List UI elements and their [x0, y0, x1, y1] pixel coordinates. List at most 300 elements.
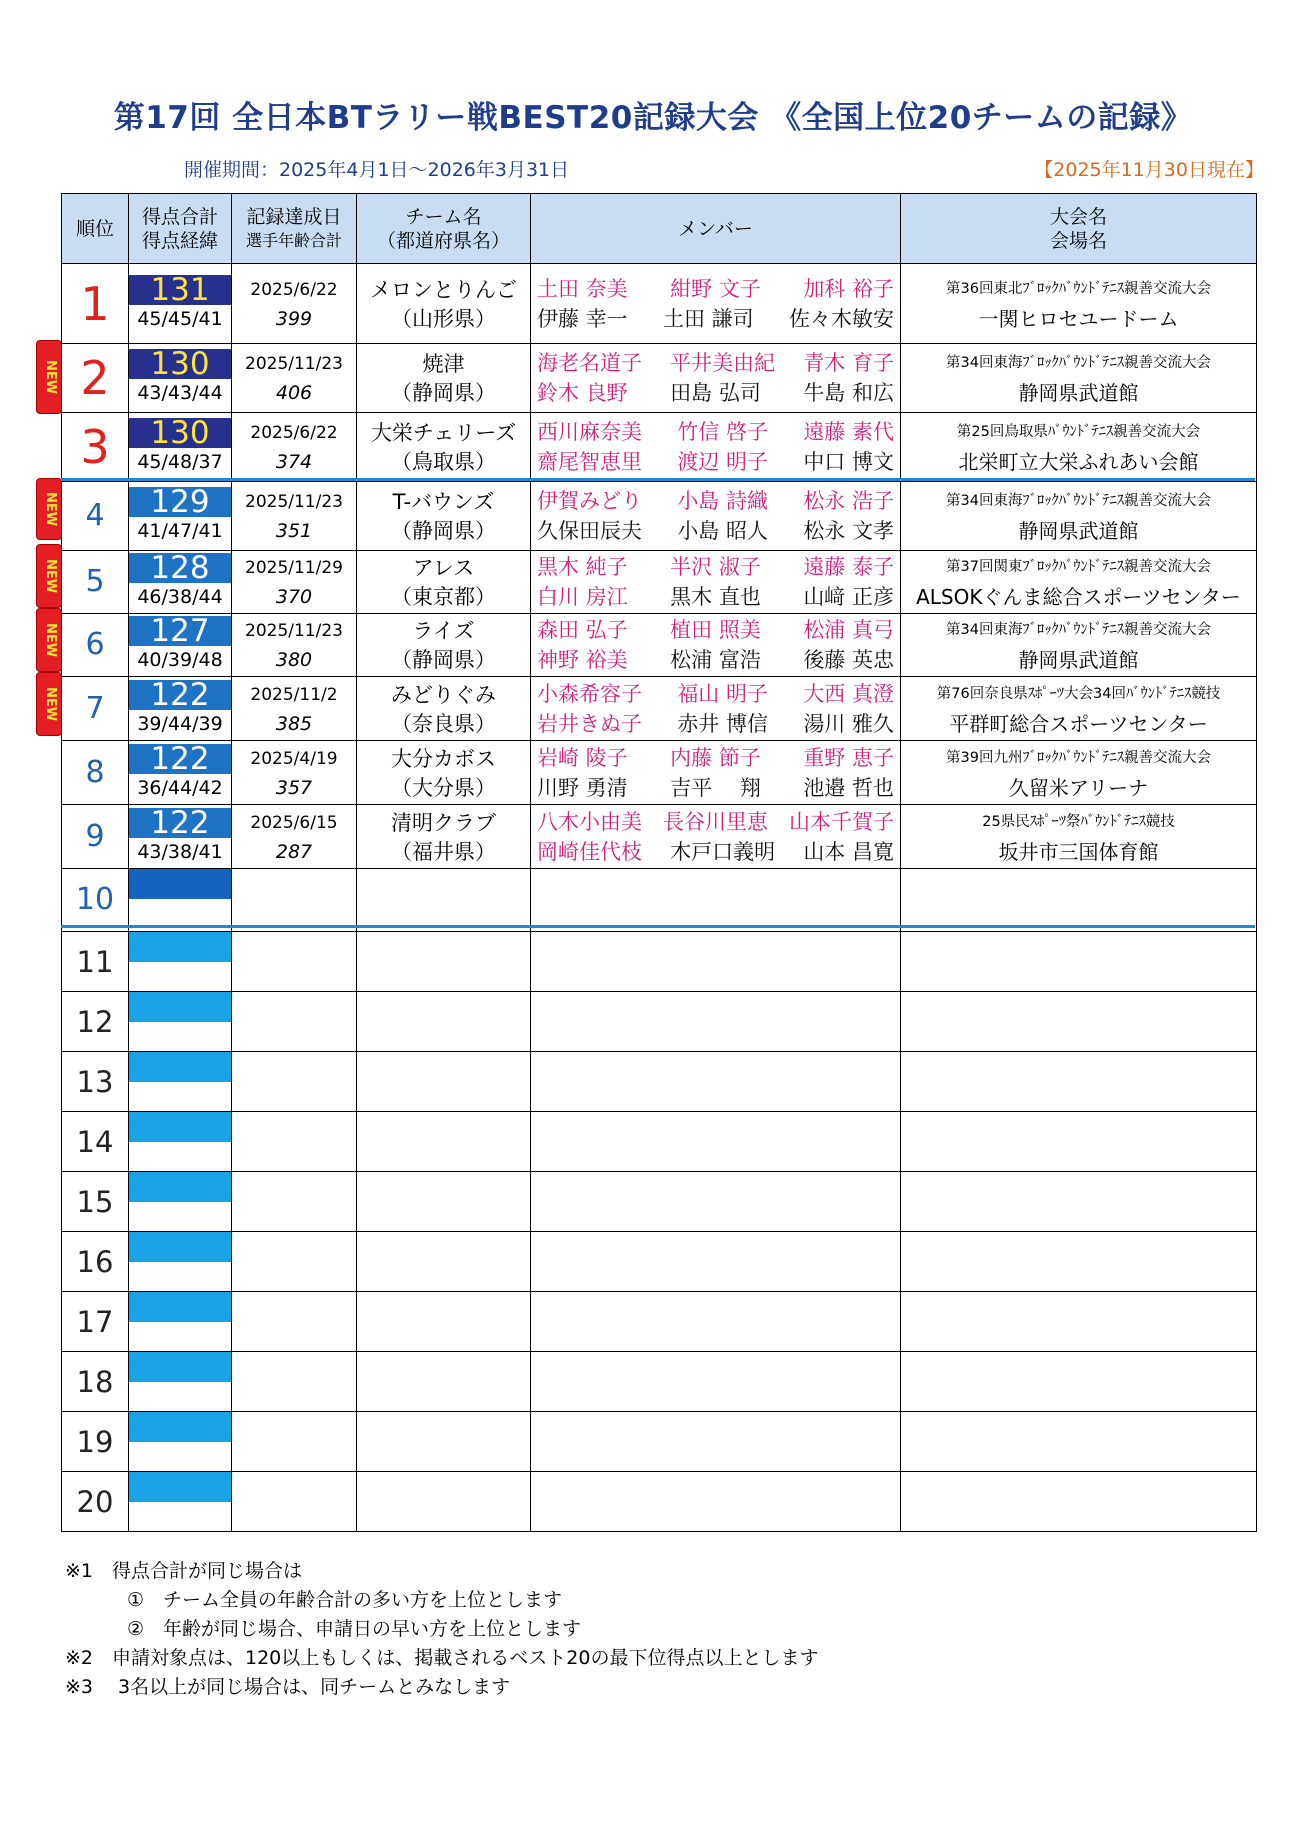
rank-cell	[62, 413, 129, 482]
member-name: 後藤 英忠	[803, 648, 894, 672]
age-total: 385	[275, 712, 313, 735]
member-name: 川野 勇清	[537, 775, 628, 800]
date-cell	[232, 805, 357, 869]
member-name: 岩井きぬ子	[537, 711, 642, 736]
date-cell	[232, 344, 357, 413]
member-name: 鈴木 良野	[537, 381, 628, 405]
score-total	[129, 1172, 231, 1202]
team-cell	[357, 1412, 531, 1472]
event-cell	[901, 1052, 1257, 1112]
table-row	[62, 1472, 1257, 1532]
table-row	[62, 344, 1257, 413]
members-cell	[531, 1232, 901, 1292]
event-cell	[901, 869, 1257, 932]
rank-cell	[62, 551, 129, 614]
score-breakdown: 43/43/44	[137, 382, 223, 404]
team-cell	[357, 869, 531, 932]
team-cell	[357, 482, 531, 551]
rank-cell	[62, 677, 129, 741]
rank-number: 19	[76, 1424, 114, 1459]
age-total: 287	[275, 840, 313, 863]
event-cell	[901, 344, 1257, 413]
score-total: 127	[129, 616, 231, 646]
rank-number: 5	[85, 564, 105, 599]
team-cell	[357, 614, 531, 677]
note-1b: ② 年齢が同じ場合、申請日の早い方を上位とします	[127, 1618, 582, 1640]
member-name: 半沢 淑子	[670, 555, 761, 579]
team-cell	[357, 551, 531, 614]
table-row	[62, 1352, 1257, 1412]
score-cell	[129, 1352, 232, 1412]
prefecture: （奈良県）	[391, 711, 496, 736]
team-name: 大栄チェリーズ	[370, 421, 517, 445]
member-name: 長谷川里恵	[663, 809, 768, 834]
rank-cell	[62, 1172, 129, 1232]
rank-number: 1	[80, 276, 110, 331]
event-cell	[901, 1172, 1257, 1232]
members-cell	[531, 264, 901, 344]
venue-name: 静岡県武道館	[1018, 519, 1139, 543]
score-breakdown: 41/47/41	[137, 520, 223, 542]
member-name: 大西 真澄	[803, 681, 894, 706]
header-score: 得点合計 得点経緯	[129, 194, 232, 264]
record-date: 2025/6/22	[250, 279, 338, 300]
header-date: 記録達成日 選手年齢合計	[232, 194, 357, 264]
team-name: 大分カボス	[391, 746, 496, 771]
score-cell	[129, 1232, 232, 1292]
member-name: 松浦 真弓	[803, 618, 894, 642]
team-cell	[357, 1232, 531, 1292]
table-row	[62, 1112, 1257, 1172]
member-name: 山本千賀子	[789, 809, 894, 834]
rank-number: 16	[76, 1244, 114, 1279]
score-breakdown: 45/45/41	[137, 307, 223, 330]
rank-cell	[62, 932, 129, 992]
score-cell	[129, 1412, 232, 1472]
prefecture: （静岡県）	[391, 519, 496, 543]
score-cell	[129, 1472, 232, 1532]
date-cell	[232, 1052, 357, 1112]
member-name: 内藤 節子	[670, 745, 761, 770]
member-name: 小森希容子	[537, 681, 642, 706]
member-name: 吉平 翔	[670, 775, 761, 800]
member-name: 小島 詩織	[677, 489, 768, 513]
event-cell	[901, 482, 1257, 551]
team-cell	[357, 264, 531, 344]
rank-number: 17	[76, 1304, 114, 1339]
team-cell	[357, 344, 531, 413]
event-cell	[901, 1412, 1257, 1472]
note-1: ※1 得点合計が同じ場合は	[65, 1560, 303, 1582]
new-badge: NEW	[36, 608, 62, 672]
team-name: アレス	[412, 556, 475, 580]
age-total: 374	[275, 451, 313, 473]
date-cell	[232, 413, 357, 482]
members-cell	[531, 1052, 901, 1112]
rank-number: 6	[85, 627, 105, 662]
record-date: 2025/11/2	[250, 684, 338, 705]
event-name: 25県民ｽﾎﾟｰﾂ祭ﾊﾞｳﾝﾄﾞﾃﾆｽ競技	[982, 813, 1175, 830]
score-total: 131	[129, 275, 231, 305]
score-cell	[129, 264, 232, 344]
table-row	[62, 482, 1257, 551]
member-name: 重野 恵子	[803, 745, 894, 770]
rank-cell	[62, 1112, 129, 1172]
prefecture: （静岡県）	[391, 381, 496, 405]
member-name: 小島 昭人	[677, 519, 768, 543]
team-name: みどりぐみ	[391, 682, 496, 707]
member-name: 齋尾智恵里	[537, 450, 642, 474]
member-name: 八木小由美	[537, 809, 642, 834]
note-2: ※2 申請対象点は、120以上もしくは、掲載されるベスト20の最下位得点以上とします	[65, 1647, 819, 1669]
member-name: 佐々木敏安	[789, 306, 894, 331]
event-name: 第34回東海ﾌﾞﾛｯｸﾊﾞｳﾝﾄﾞﾃﾆｽ親善交流大会	[946, 622, 1211, 638]
score-cell	[129, 1172, 232, 1232]
rank-cell	[62, 1292, 129, 1352]
event-cell	[901, 1292, 1257, 1352]
member-name: 牛島 和広	[803, 381, 894, 405]
member-name: 土田 奈美	[537, 276, 628, 301]
score-total: 128	[129, 553, 231, 583]
table-row	[62, 741, 1257, 805]
score-cell	[129, 551, 232, 614]
table-row	[62, 1052, 1257, 1112]
rank-cell	[62, 1352, 129, 1412]
prefecture: （山形県）	[391, 306, 496, 331]
new-badge: NEW	[36, 478, 62, 540]
event-cell	[901, 614, 1257, 677]
rank-cell	[62, 264, 129, 344]
event-cell	[901, 1352, 1257, 1412]
venue-name: 一関ヒロセユードーム	[978, 306, 1179, 331]
new-badge: NEW	[36, 340, 62, 414]
team-cell	[357, 1472, 531, 1532]
date-cell	[232, 741, 357, 805]
team-cell	[357, 805, 531, 869]
prefecture: （鳥取県）	[391, 450, 496, 474]
team-cell	[357, 1052, 531, 1112]
team-cell	[357, 677, 531, 741]
member-name: 伊賀みどり	[537, 489, 642, 513]
event-cell	[901, 932, 1257, 992]
score-total	[129, 992, 231, 1022]
date-cell	[232, 1412, 357, 1472]
prefecture: （東京都）	[391, 585, 496, 609]
date-cell	[232, 1472, 357, 1532]
record-date: 2025/11/23	[245, 621, 343, 641]
member-name: 遠藤 素代	[803, 420, 894, 444]
members-cell	[531, 551, 901, 614]
team-cell	[357, 992, 531, 1052]
members-cell	[531, 1112, 901, 1172]
rank-number: 4	[85, 498, 105, 533]
score-total: 122	[129, 744, 231, 774]
score-cell	[129, 741, 232, 805]
score-cell	[129, 992, 232, 1052]
members-cell	[531, 344, 901, 413]
top10-separator	[61, 925, 1255, 928]
team-cell	[357, 1352, 531, 1412]
score-cell	[129, 614, 232, 677]
rank-number: 13	[76, 1064, 114, 1099]
rank-cell	[62, 344, 129, 413]
members-cell	[531, 1472, 901, 1532]
table-row	[62, 1412, 1257, 1472]
score-cell	[129, 805, 232, 869]
rank-number: 20	[76, 1484, 114, 1519]
date-cell	[232, 1232, 357, 1292]
member-name: 福山 明子	[677, 681, 768, 706]
event-cell	[901, 805, 1257, 869]
member-name: 森田 弘子	[537, 618, 628, 642]
table-row	[62, 551, 1257, 614]
member-name: 湯川 雅久	[803, 711, 894, 736]
score-total: 129	[129, 487, 231, 517]
table-row	[62, 1292, 1257, 1352]
score-total	[129, 1352, 231, 1382]
rank-number: 8	[85, 754, 105, 790]
event-cell	[901, 741, 1257, 805]
header-rank: 順位	[62, 194, 129, 264]
rank-number: 7	[85, 690, 105, 726]
as-of-date: 【2025年11月30日現在】	[1034, 159, 1264, 181]
score-total: 122	[129, 680, 231, 710]
member-name: 中口 博文	[803, 450, 894, 474]
members-cell	[531, 677, 901, 741]
score-total	[129, 1112, 231, 1142]
table-row	[62, 869, 1257, 932]
rank-cell	[62, 805, 129, 869]
event-cell	[901, 677, 1257, 741]
table-row	[62, 1172, 1257, 1232]
members-cell	[531, 614, 901, 677]
member-name: 田島 弘司	[670, 381, 761, 405]
rank-cell	[62, 869, 129, 932]
score-total: 122	[129, 808, 231, 838]
rank-number: 3	[80, 420, 110, 474]
notes	[65, 1557, 818, 1702]
score-breakdown: 40/39/48	[137, 649, 223, 671]
event-cell	[901, 1112, 1257, 1172]
team-cell	[357, 932, 531, 992]
score-cell	[129, 1292, 232, 1352]
team-name: ライズ	[412, 619, 475, 643]
date-cell	[232, 1112, 357, 1172]
team-name: メロンとりんご	[370, 277, 517, 302]
member-name: 白川 房江	[537, 585, 628, 609]
score-cell	[129, 413, 232, 482]
record-date: 2025/11/29	[245, 558, 343, 578]
event-cell	[901, 1472, 1257, 1532]
record-date: 2025/6/22	[250, 423, 338, 443]
rank-number: 18	[76, 1364, 114, 1399]
venue-name: 北栄町立大栄ふれあい会館	[958, 450, 1199, 474]
event-cell	[901, 264, 1257, 344]
venue-name: 平群町総合スポーツセンター	[949, 711, 1208, 736]
rank-number: 11	[76, 944, 114, 979]
date-cell	[232, 992, 357, 1052]
event-cell	[901, 992, 1257, 1052]
team-cell	[357, 1112, 531, 1172]
rank-cell	[62, 741, 129, 805]
member-name: 久保田辰夫	[537, 519, 642, 543]
member-name: 平井美由紀	[670, 351, 776, 375]
member-name: 西川麻奈美	[537, 420, 642, 444]
event-name: 第39回九州ﾌﾞﾛｯｸﾊﾞｳﾝﾄﾞﾃﾆｽ親善交流大会	[946, 749, 1211, 766]
date-cell	[232, 1352, 357, 1412]
team-cell	[357, 1292, 531, 1352]
score-total	[129, 1232, 231, 1262]
score-total	[129, 932, 231, 962]
member-name: 木戸口義明	[670, 839, 776, 864]
note-3: ※3 3名以上が同じ場合は、同チームとみなします	[65, 1676, 511, 1698]
member-name: 松永 浩子	[803, 489, 894, 513]
event-cell	[901, 413, 1257, 482]
table-row	[62, 932, 1257, 992]
rank-number: 10	[75, 882, 115, 917]
date-cell	[232, 869, 357, 932]
age-total: 370	[275, 586, 313, 608]
score-breakdown: 46/38/44	[137, 586, 223, 608]
age-total: 357	[275, 776, 313, 799]
member-name: 山本 昌寛	[803, 839, 894, 864]
prefecture: （静岡県）	[391, 648, 496, 672]
date-cell	[232, 677, 357, 741]
score-cell	[129, 869, 232, 932]
rank-cell	[62, 614, 129, 677]
date-cell	[232, 551, 357, 614]
date-cell	[232, 264, 357, 344]
members-cell	[531, 869, 901, 932]
members-cell	[531, 992, 901, 1052]
member-name: 黒木 純子	[537, 555, 628, 579]
member-name: 松永 文孝	[803, 519, 894, 543]
members-cell	[531, 805, 901, 869]
rank-cell	[62, 1472, 129, 1532]
member-name: 土田 謙司	[663, 306, 754, 331]
table-row	[62, 992, 1257, 1052]
score-cell	[129, 932, 232, 992]
team-name: 清明クラブ	[391, 810, 496, 835]
member-name: 紺野 文子	[670, 276, 761, 301]
date-cell	[232, 1292, 357, 1352]
record-date: 2025/4/19	[250, 748, 338, 769]
members-cell	[531, 932, 901, 992]
member-name: 渡辺 明子	[677, 450, 768, 474]
age-total: 406	[275, 382, 313, 404]
venue-name: 久留米アリーナ	[1008, 775, 1149, 800]
members-cell	[531, 482, 901, 551]
member-name: 海老名道子	[537, 351, 642, 375]
top3-separator	[61, 478, 1255, 481]
table-row	[62, 413, 1257, 482]
member-name: 竹信 啓子	[677, 420, 768, 444]
score-cell	[129, 344, 232, 413]
prefecture: （大分県）	[391, 775, 496, 800]
member-name: 神野 裕美	[537, 648, 628, 672]
member-name: 加科 裕子	[803, 276, 894, 301]
score-total	[129, 1412, 231, 1442]
age-total: 351	[275, 520, 313, 542]
member-name: 山﨑 正彦	[803, 585, 894, 609]
score-total: 130	[129, 418, 231, 448]
event-name: 第76回奈良県ｽﾎﾟｰﾂ大会34回ﾊﾞｳﾝﾄﾞﾃﾆｽ競技	[936, 685, 1221, 702]
score-total: 130	[129, 349, 231, 379]
team-name: 焼津	[422, 352, 465, 376]
venue-name: 静岡県武道館	[1018, 381, 1139, 405]
member-name: 池邉 哲也	[803, 775, 894, 800]
table-row	[62, 264, 1257, 344]
venue-name: ALSOKぐんま総合スポーツセンター	[916, 585, 1241, 609]
venue-name: 静岡県武道館	[1018, 648, 1139, 672]
team-cell	[357, 1172, 531, 1232]
score-total	[129, 1472, 231, 1502]
record-date: 2025/11/23	[245, 354, 343, 374]
date-cell	[232, 932, 357, 992]
date-cell	[232, 614, 357, 677]
record-date: 2025/6/15	[250, 812, 338, 833]
table-row	[62, 614, 1257, 677]
event-name: 第37回関東ﾌﾞﾛｯｸﾊﾞｳﾝﾄﾞﾃﾆｽ親善交流大会	[946, 559, 1211, 575]
score-breakdown: 36/44/42	[137, 776, 223, 799]
header-event: 大会名 会場名	[901, 194, 1257, 264]
members-cell	[531, 1172, 901, 1232]
new-badge: NEW	[36, 544, 62, 608]
score-breakdown: 45/48/37	[137, 451, 223, 473]
table-row	[62, 1232, 1257, 1292]
members-cell	[531, 741, 901, 805]
member-name: 松浦 富浩	[670, 648, 761, 672]
age-total: 399	[275, 307, 313, 330]
rank-cell	[62, 1232, 129, 1292]
score-breakdown: 43/38/41	[137, 840, 223, 863]
record-date: 2025/11/23	[245, 492, 343, 512]
rank-number: 14	[76, 1124, 114, 1159]
score-cell	[129, 677, 232, 741]
team-cell	[357, 741, 531, 805]
members-cell	[531, 413, 901, 482]
score-total	[129, 1052, 231, 1082]
event-name: 第34回東海ﾌﾞﾛｯｸﾊﾞｳﾝﾄﾞﾃﾆｽ親善交流大会	[946, 493, 1211, 509]
event-name: 第36回東北ﾌﾞﾛｯｸﾊﾞｳﾝﾄﾞﾃﾆｽ親善交流大会	[946, 280, 1211, 297]
header-members: メンバー	[531, 194, 901, 264]
event-cell	[901, 1232, 1257, 1292]
member-name: 黒木 直也	[670, 585, 761, 609]
event-name: 第34回東海ﾌﾞﾛｯｸﾊﾞｳﾝﾄﾞﾃﾆｽ親善交流大会	[946, 355, 1211, 371]
score-total	[129, 1292, 231, 1322]
rank-number: 2	[80, 351, 110, 405]
member-name: 遠藤 泰子	[803, 555, 894, 579]
prefecture: （福井県）	[391, 839, 496, 864]
ranking-table	[61, 193, 1257, 1532]
date-cell	[232, 482, 357, 551]
member-name: 赤井 博信	[677, 711, 768, 736]
members-cell	[531, 1412, 901, 1472]
event-name: 第25回鳥取県ﾊﾞｳﾝﾄﾞﾃﾆｽ親善交流大会	[956, 424, 1201, 440]
new-badge: NEW	[36, 672, 62, 736]
rank-cell	[62, 1412, 129, 1472]
member-name: 岡崎佳代枝	[537, 839, 642, 864]
member-name: 青木 育子	[803, 351, 894, 375]
rank-cell	[62, 992, 129, 1052]
rank-number: 15	[76, 1184, 114, 1219]
member-name: 植田 照美	[670, 618, 761, 642]
age-total: 380	[275, 649, 313, 671]
rank-number: 12	[76, 1004, 114, 1039]
date-cell	[232, 1172, 357, 1232]
team-name: T-バウンズ	[392, 490, 495, 514]
members-cell	[531, 1292, 901, 1352]
